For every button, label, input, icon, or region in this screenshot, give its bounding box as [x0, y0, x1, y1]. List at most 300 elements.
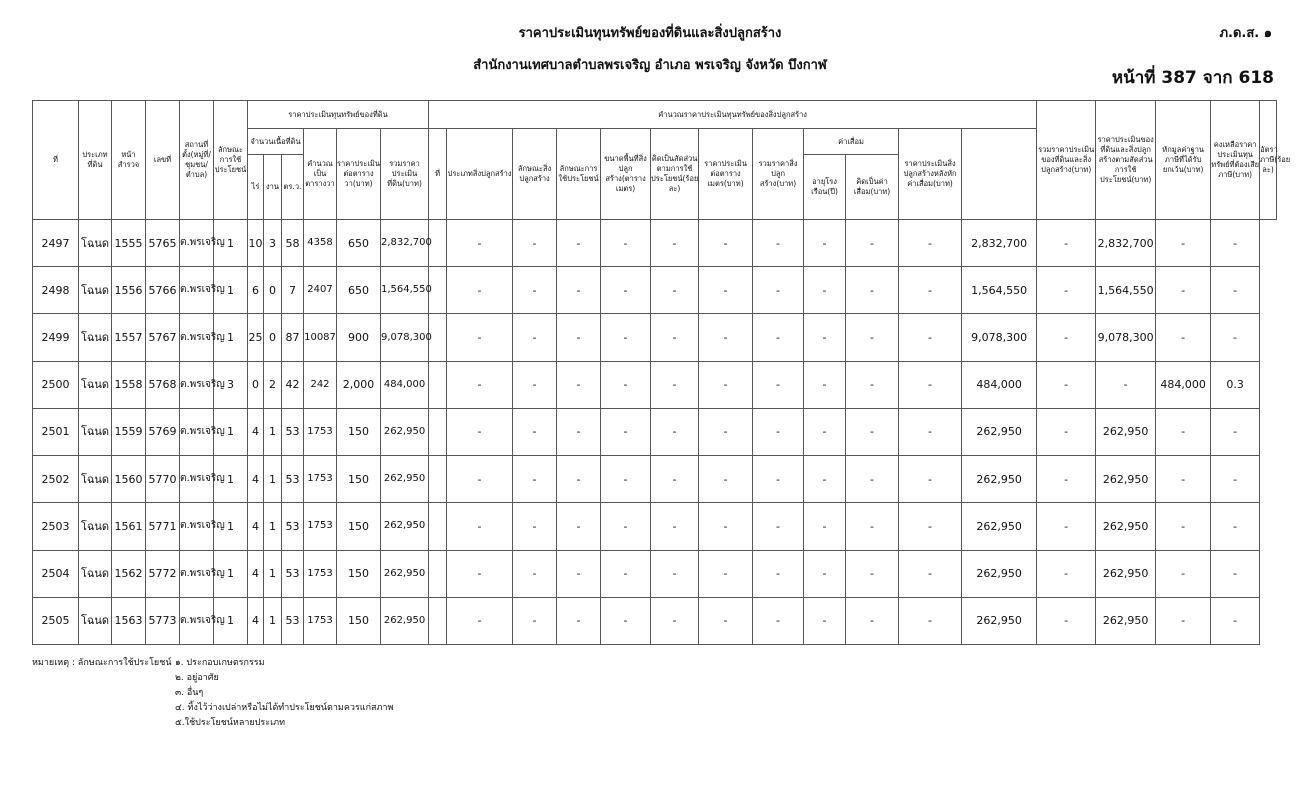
cell-sqwa: 53	[282, 408, 304, 455]
cell-b-after-dep: -	[899, 267, 962, 314]
col-usage: ลักษณะการใช้ประโยชน์	[214, 101, 248, 220]
cell-b-style: -	[513, 503, 557, 550]
cell-b-size: -	[601, 220, 651, 267]
cell-b-ratio: -	[651, 361, 699, 408]
cell-b-usage: -	[557, 550, 601, 597]
table-row	[33, 267, 1277, 314]
cell-b-total: -	[753, 361, 804, 408]
cell-taxable: -	[1156, 503, 1211, 550]
cell-taxable: -	[1156, 220, 1211, 267]
cell-b-size: -	[601, 408, 651, 455]
note-item: ๔. ทิ้งไว้ว่างเปล่าหรือไม่ได้ทำประโยชน์ตามควรแก่สภาพ	[175, 703, 394, 713]
cell-b-age: -	[804, 550, 846, 597]
cell-b-no	[429, 597, 447, 644]
cell-usage: 3	[214, 361, 248, 408]
table-row	[33, 314, 1277, 361]
cell-value-by-ratio: -	[1037, 597, 1096, 644]
table-row	[33, 597, 1277, 644]
cell-b-after-dep: -	[899, 597, 962, 644]
cell-b-usage: -	[557, 456, 601, 503]
cell-number: 5772	[146, 550, 180, 597]
cell-b-style: -	[513, 408, 557, 455]
cell-no: 2504	[33, 550, 79, 597]
cell-land-total: 262,950	[381, 550, 429, 597]
cell-number: 5766	[146, 267, 180, 314]
cell-tax-rate: -	[1211, 597, 1260, 644]
cell-b-dep-amount: -	[846, 456, 899, 503]
cell-calc-sqwa: 10087	[304, 314, 337, 361]
cell-no: 2501	[33, 408, 79, 455]
notes-section	[32, 656, 393, 731]
cell-tax-rate: -	[1211, 314, 1260, 361]
cell-b-after-dep: -	[899, 550, 962, 597]
cell-b-style: -	[513, 550, 557, 597]
cell-b-age: -	[804, 597, 846, 644]
col-land-total: รวมราคาประเมินที่ดิน(บาท)	[381, 129, 429, 220]
cell-b-price-sqm: -	[699, 314, 753, 361]
note-item: ๕.ใช้ประโยชน์หลายประเภท	[175, 718, 286, 728]
cell-b-age: -	[804, 408, 846, 455]
cell-calc-sqwa: 1753	[304, 503, 337, 550]
cell-total: 262,950	[962, 597, 1037, 644]
col-b-type: ประเภทสิ่งปลูกสร้าง	[447, 129, 513, 220]
cell-b-usage: -	[557, 220, 601, 267]
col-rai: ไร่	[248, 155, 264, 220]
table-row	[33, 361, 1277, 408]
cell-b-ratio: -	[651, 314, 699, 361]
cell-total: 484,000	[962, 361, 1037, 408]
table-row	[33, 456, 1277, 503]
col-number: เลขที่	[146, 101, 180, 220]
cell-taxable: -	[1156, 408, 1211, 455]
cell-rai: 0	[248, 361, 264, 408]
cell-land-type: โฉนด	[79, 456, 112, 503]
cell-rai: 4	[248, 503, 264, 550]
group-land-valuation: ราคาประเมินทุนทรัพย์ของที่ดิน	[248, 101, 429, 129]
cell-survey-page: 1562	[112, 550, 146, 597]
cell-ngan: 0	[264, 314, 282, 361]
cell-no: 2503	[33, 503, 79, 550]
cell-b-price-sqm: -	[699, 361, 753, 408]
cell-calc-sqwa: 1753	[304, 408, 337, 455]
cell-b-dep-amount: -	[846, 597, 899, 644]
cell-b-type: -	[447, 220, 513, 267]
cell-b-age: -	[804, 314, 846, 361]
cell-b-total: -	[753, 597, 804, 644]
cell-b-after-dep: -	[899, 220, 962, 267]
cell-b-style: -	[513, 220, 557, 267]
cell-value-by-ratio: -	[1037, 550, 1096, 597]
cell-survey-page: 1560	[112, 456, 146, 503]
cell-b-dep-amount: -	[846, 361, 899, 408]
cell-b-price-sqm: -	[699, 503, 753, 550]
table-row	[33, 220, 1277, 267]
cell-taxable: -	[1156, 314, 1211, 361]
cell-b-size: -	[601, 550, 651, 597]
col-b-after-dep: ราคาประเมินสิ่งปลูกสร้างหลังหักค่าเสื่อม(บาท)	[899, 129, 962, 220]
cell-location: ต.พรเจริญ	[180, 503, 214, 550]
cell-location: ต.พรเจริญ	[180, 597, 214, 644]
cell-land-total: 262,950	[381, 597, 429, 644]
cell-exemption: 9,078,300	[1096, 314, 1156, 361]
cell-land-total: 1,564,550	[381, 267, 429, 314]
cell-ngan: 1	[264, 408, 282, 455]
cell-usage: 1	[214, 267, 248, 314]
table-row	[33, 408, 1277, 455]
cell-total: 9,078,300	[962, 314, 1037, 361]
cell-survey-page: 1555	[112, 220, 146, 267]
cell-calc-sqwa: 242	[304, 361, 337, 408]
cell-number: 5765	[146, 220, 180, 267]
cell-rai: 4	[248, 408, 264, 455]
cell-b-size: -	[601, 503, 651, 550]
cell-value-by-ratio: -	[1037, 408, 1096, 455]
cell-b-usage: -	[557, 408, 601, 455]
cell-b-no	[429, 408, 447, 455]
cell-tax-rate: -	[1211, 503, 1260, 550]
cell-location: ต.พรเจริญ	[180, 361, 214, 408]
cell-ngan: 0	[264, 267, 282, 314]
cell-b-price-sqm: -	[699, 220, 753, 267]
cell-b-ratio: -	[651, 550, 699, 597]
cell-no: 2497	[33, 220, 79, 267]
cell-b-dep-amount: -	[846, 550, 899, 597]
col-b-price-sqm: ราคาประเมินต่อตารางเมตร(บาท)	[699, 129, 753, 220]
note-item: ๑. ประกอบเกษตรกรรม	[175, 658, 265, 668]
cell-exemption: 2,832,700	[1096, 220, 1156, 267]
form-code: ภ.ด.ส. ๑	[1219, 26, 1272, 41]
note-item: ๓. อื่นๆ	[175, 688, 204, 698]
cell-exemption: 262,950	[1096, 456, 1156, 503]
cell-no: 2502	[33, 456, 79, 503]
cell-tax-rate: -	[1211, 456, 1260, 503]
cell-price: 150	[337, 550, 381, 597]
cell-b-no	[429, 361, 447, 408]
cell-price: 650	[337, 267, 381, 314]
cell-b-total: -	[753, 503, 804, 550]
cell-exemption: 262,950	[1096, 503, 1156, 550]
cell-rai: 4	[248, 597, 264, 644]
cell-b-no	[429, 503, 447, 550]
cell-calc-sqwa: 4358	[304, 220, 337, 267]
table-row	[33, 503, 1277, 550]
cell-exemption: 262,950	[1096, 550, 1156, 597]
cell-no: 2498	[33, 267, 79, 314]
cell-b-after-dep: -	[899, 408, 962, 455]
cell-b-size: -	[601, 267, 651, 314]
cell-exemption: 262,950	[1096, 408, 1156, 455]
cell-value-by-ratio: -	[1037, 267, 1096, 314]
cell-b-type: -	[447, 550, 513, 597]
cell-rai: 4	[248, 456, 264, 503]
cell-usage: 1	[214, 456, 248, 503]
cell-rai: 10	[248, 220, 264, 267]
cell-price: 650	[337, 220, 381, 267]
cell-value-by-ratio: -	[1037, 456, 1096, 503]
cell-calc-sqwa: 2407	[304, 267, 337, 314]
col-taxable: คงเหลือราคาประเมินทุนทรัพย์ที่ต้องเสียภาษี(บาท)	[1211, 101, 1260, 220]
cell-b-ratio: -	[651, 503, 699, 550]
cell-b-style: -	[513, 314, 557, 361]
cell-price: 2,000	[337, 361, 381, 408]
cell-land-type: โฉนด	[79, 314, 112, 361]
note-item: ๒. อยู่อาศัย	[175, 673, 219, 683]
cell-sqwa: 53	[282, 597, 304, 644]
cell-exemption: 1,564,550	[1096, 267, 1156, 314]
cell-total: 262,950	[962, 456, 1037, 503]
cell-total: 1,564,550	[962, 267, 1037, 314]
cell-ngan: 1	[264, 456, 282, 503]
cell-value-by-ratio: -	[1037, 314, 1096, 361]
cell-value-by-ratio: -	[1037, 503, 1096, 550]
cell-b-dep-amount: -	[846, 408, 899, 455]
cell-b-after-dep: -	[899, 503, 962, 550]
cell-land-type: โฉนด	[79, 220, 112, 267]
group-depreciation: ค่าเสื่อม	[804, 129, 899, 155]
cell-sqwa: 53	[282, 550, 304, 597]
cell-b-total: -	[753, 267, 804, 314]
cell-rai: 4	[248, 550, 264, 597]
cell-land-type: โฉนด	[79, 267, 112, 314]
col-value-by-ratio: ราคาประเมินของที่ดินและสิ่งปลูกสร้างตามสัดส่วนการใช้ประโยชน์(บาท)	[1096, 101, 1156, 220]
cell-b-no	[429, 550, 447, 597]
cell-location: ต.พรเจริญ	[180, 456, 214, 503]
col-sqwa: ตร.ว.	[282, 155, 304, 220]
cell-land-total: 262,950	[381, 456, 429, 503]
cell-number: 5768	[146, 361, 180, 408]
cell-b-style: -	[513, 456, 557, 503]
col-land-type: ประเภทที่ดิน	[79, 101, 112, 220]
cell-b-style: -	[513, 267, 557, 314]
cell-number: 5773	[146, 597, 180, 644]
cell-b-total: -	[753, 314, 804, 361]
cell-taxable: -	[1156, 550, 1211, 597]
col-survey-page: หน้าสำรวจ	[112, 101, 146, 220]
group-building-valuation: คำนวณราคาประเมินทุนทรัพย์ของสิ่งปลูกสร้าง	[429, 101, 1037, 129]
cell-sqwa: 42	[282, 361, 304, 408]
notes-label: หมายเหตุ : ลักษณะการใช้ประโยชน์	[32, 658, 172, 668]
cell-exemption: -	[1096, 361, 1156, 408]
cell-value-by-ratio: -	[1037, 361, 1096, 408]
cell-b-type: -	[447, 267, 513, 314]
cell-b-total: -	[753, 220, 804, 267]
col-location: สถานที่ตั้ง(หมู่ที่/ชุมชน/ตำบล)	[180, 101, 214, 220]
col-calc-sqwa: คำนวณเป็นตารางวา	[304, 129, 337, 220]
cell-survey-page: 1561	[112, 503, 146, 550]
cell-tax-rate: -	[1211, 220, 1260, 267]
cell-b-dep-amount: -	[846, 220, 899, 267]
cell-number: 5770	[146, 456, 180, 503]
cell-b-usage: -	[557, 597, 601, 644]
cell-land-total: 2,832,700	[381, 220, 429, 267]
cell-ngan: 1	[264, 503, 282, 550]
cell-b-type: -	[447, 408, 513, 455]
cell-usage: 1	[214, 597, 248, 644]
cell-ngan: 1	[264, 550, 282, 597]
col-b-usage: ลักษณะการใช้ประโยชน์	[557, 129, 601, 220]
cell-number: 5769	[146, 408, 180, 455]
cell-b-total: -	[753, 408, 804, 455]
cell-b-size: -	[601, 597, 651, 644]
cell-b-age: -	[804, 361, 846, 408]
cell-tax-rate: -	[1211, 408, 1260, 455]
cell-survey-page: 1557	[112, 314, 146, 361]
cell-b-age: -	[804, 503, 846, 550]
cell-b-age: -	[804, 267, 846, 314]
table-body	[33, 220, 1277, 645]
col-exemption: หักมูลค่าฐานภาษีที่ได้รับยกเว้น(บาท)	[1156, 101, 1211, 220]
cell-taxable: -	[1156, 597, 1211, 644]
cell-survey-page: 1556	[112, 267, 146, 314]
cell-price: 150	[337, 408, 381, 455]
valuation-table	[32, 100, 1291, 645]
col-b-size: ขนาดพื้นที่สิ่งปลูกสร้าง(ตารางเมตร)	[601, 129, 651, 220]
cell-usage: 1	[214, 408, 248, 455]
col-b-style: ลักษณะสิ่งปลูกสร้าง	[513, 129, 557, 220]
col-price-per-sqwa: ราคาประเมินต่อตารางวา(บาท)	[337, 129, 381, 220]
cell-total: 262,950	[962, 503, 1037, 550]
cell-ngan: 3	[264, 220, 282, 267]
cell-no: 2505	[33, 597, 79, 644]
cell-land-type: โฉนด	[79, 361, 112, 408]
col-b-age: อายุโรงเรือน(ปี)	[804, 155, 846, 220]
cell-b-ratio: -	[651, 220, 699, 267]
cell-b-price-sqm: -	[699, 550, 753, 597]
cell-b-ratio: -	[651, 408, 699, 455]
cell-calc-sqwa: 1753	[304, 456, 337, 503]
cell-land-total: 484,000	[381, 361, 429, 408]
cell-usage: 1	[214, 503, 248, 550]
cell-land-type: โฉนด	[79, 597, 112, 644]
cell-b-type: -	[447, 503, 513, 550]
cell-b-type: -	[447, 314, 513, 361]
cell-b-usage: -	[557, 503, 601, 550]
cell-survey-page: 1559	[112, 408, 146, 455]
cell-land-total: 9,078,300	[381, 314, 429, 361]
cell-price: 900	[337, 314, 381, 361]
cell-price: 150	[337, 503, 381, 550]
cell-b-price-sqm: -	[699, 597, 753, 644]
cell-survey-page: 1558	[112, 361, 146, 408]
cell-total: 262,950	[962, 408, 1037, 455]
cell-tax-rate: -	[1211, 550, 1260, 597]
cell-rai: 6	[248, 267, 264, 314]
cell-land-type: โฉนด	[79, 503, 112, 550]
cell-b-style: -	[513, 361, 557, 408]
cell-total: 262,950	[962, 550, 1037, 597]
cell-b-dep-amount: -	[846, 267, 899, 314]
cell-tax-rate: -	[1211, 267, 1260, 314]
cell-tax-rate: 0.3	[1211, 361, 1260, 408]
cell-price: 150	[337, 597, 381, 644]
cell-b-ratio: -	[651, 456, 699, 503]
cell-taxable: -	[1156, 267, 1211, 314]
cell-b-total: -	[753, 550, 804, 597]
cell-b-size: -	[601, 314, 651, 361]
cell-sqwa: 7	[282, 267, 304, 314]
cell-land-type: โฉนด	[79, 408, 112, 455]
col-b-total: รวมราคาสิ่งปลูกสร้าง(บาท)	[753, 129, 804, 220]
cell-b-after-dep: -	[899, 456, 962, 503]
cell-rai: 25	[248, 314, 264, 361]
page-info: หน้าที่ 387 จาก 618	[1111, 68, 1274, 88]
cell-location: ต.พรเจริญ	[180, 267, 214, 314]
cell-b-after-dep: -	[899, 361, 962, 408]
cell-b-size: -	[601, 361, 651, 408]
cell-no: 2499	[33, 314, 79, 361]
cell-survey-page: 1563	[112, 597, 146, 644]
cell-location: ต.พรเจริญ	[180, 220, 214, 267]
cell-exemption: 262,950	[1096, 597, 1156, 644]
cell-b-price-sqm: -	[699, 408, 753, 455]
cell-b-age: -	[804, 456, 846, 503]
cell-b-no	[429, 456, 447, 503]
cell-location: ต.พรเจริญ	[180, 550, 214, 597]
col-no: ที่	[33, 101, 79, 220]
col-b-ratio: คิดเป็นสัดส่วนตามการใช้ประโยชน์(ร้อยละ)	[651, 129, 699, 220]
cell-land-type: โฉนด	[79, 550, 112, 597]
cell-value-by-ratio: -	[1037, 220, 1096, 267]
cell-calc-sqwa: 1753	[304, 550, 337, 597]
cell-b-type: -	[447, 361, 513, 408]
col-b-dep-amount: คิดเป็นค่าเสื่อม(บาท)	[846, 155, 899, 220]
cell-land-total: 262,950	[381, 503, 429, 550]
cell-calc-sqwa: 1753	[304, 597, 337, 644]
cell-number: 5767	[146, 314, 180, 361]
col-tax-rate: อัตราภาษี(ร้อยละ)	[1260, 101, 1277, 220]
cell-b-usage: -	[557, 361, 601, 408]
cell-ngan: 2	[264, 361, 282, 408]
cell-usage: 1	[214, 550, 248, 597]
cell-b-dep-amount: -	[846, 314, 899, 361]
cell-b-usage: -	[557, 314, 601, 361]
cell-b-price-sqm: -	[699, 267, 753, 314]
cell-b-age: -	[804, 220, 846, 267]
group-area: จำนวนเนื้อที่ดิน	[248, 129, 304, 155]
table-header	[33, 101, 1291, 220]
cell-location: ต.พรเจริญ	[180, 314, 214, 361]
document-title: ราคาประเมินทุนทรัพย์ของที่ดินและสิ่งปลูกสร้าง	[518, 26, 782, 41]
cell-no: 2500	[33, 361, 79, 408]
cell-sqwa: 53	[282, 503, 304, 550]
cell-b-type: -	[447, 456, 513, 503]
cell-b-price-sqm: -	[699, 456, 753, 503]
cell-b-ratio: -	[651, 267, 699, 314]
cell-b-after-dep: -	[899, 314, 962, 361]
col-total-land-building: รวมราคาประเมินของที่ดินและสิ่งปลูกสร้าง(บาท)	[1037, 101, 1096, 220]
cell-b-dep-amount: -	[846, 503, 899, 550]
cell-sqwa: 87	[282, 314, 304, 361]
cell-price: 150	[337, 456, 381, 503]
col-b-no: ที่	[429, 129, 447, 220]
cell-b-total: -	[753, 456, 804, 503]
cell-b-ratio: -	[651, 597, 699, 644]
cell-usage: 1	[214, 314, 248, 361]
cell-taxable: 484,000	[1156, 361, 1211, 408]
cell-number: 5771	[146, 503, 180, 550]
col-ngan: งาน	[264, 155, 282, 220]
cell-b-size: -	[601, 456, 651, 503]
table-row	[33, 550, 1277, 597]
cell-b-style: -	[513, 597, 557, 644]
cell-sqwa: 58	[282, 220, 304, 267]
cell-total: 2,832,700	[962, 220, 1037, 267]
cell-usage: 1	[214, 220, 248, 267]
cell-b-usage: -	[557, 267, 601, 314]
cell-ngan: 1	[264, 597, 282, 644]
cell-taxable: -	[1156, 456, 1211, 503]
cell-b-type: -	[447, 597, 513, 644]
